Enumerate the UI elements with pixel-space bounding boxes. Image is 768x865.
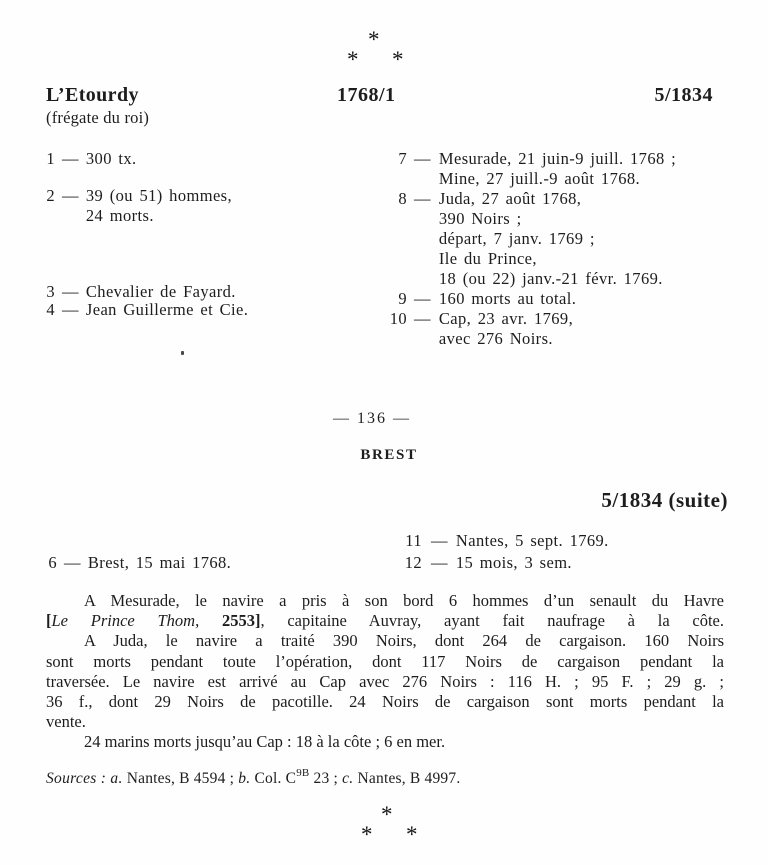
entry-dash: — (62, 282, 79, 301)
body-line: 24 marins morts jusqu’au Cap : 18 à la côte ; 6 en mer. (84, 732, 446, 752)
entry-line: 18 (ou 22) janv.-21 févr. 1769. (438, 269, 663, 288)
entry-line: 390 Noirs ; (438, 209, 522, 228)
entry-line: Chevalier de Fayard. (85, 282, 236, 301)
ship-type: (frégate du roi) (46, 108, 150, 127)
entry-dash: — (62, 186, 79, 205)
body-line: vente. (46, 712, 86, 732)
asterisk-icon: * (361, 822, 373, 847)
entry-8 (388, 189, 663, 289)
entry-line: départ, 7 janv. 1769 ; (438, 229, 595, 248)
body-line: traversée. Le navire est arrivé au Cap avec 276 Noirs : 116 H. ; 95 F. ; 29 g. ; (46, 671, 724, 691)
body-line: sont morts pendant toute l’opération, dont 117 Noirs de cargaison pendant la (46, 651, 724, 671)
entry-line: 300 tx. (85, 149, 137, 168)
entry-line: Ile du Prince, (438, 249, 537, 268)
document-reference-suite: 5/1834 (suite) (601, 488, 728, 512)
entry-dash: — (414, 189, 431, 208)
asterisk-icon: * (406, 822, 418, 847)
entry-number: 10 (389, 309, 407, 328)
voyage-reference: 1768/1 (337, 84, 396, 106)
body-text (46, 591, 724, 753)
entry-line: Mesurade, 21 juin-9 juill. 1768 ; (438, 149, 677, 168)
entry-9 (388, 289, 576, 309)
entry-dash: — (64, 553, 81, 572)
asterisk-icon: * (381, 802, 393, 827)
body-line: [Le Prince Thom, 2553], capitaine Auvray, ayant fait naufrage à la côte. (46, 611, 724, 631)
entry-dash: — (414, 149, 431, 168)
body-line: 36 f., dont 29 Noirs de pacotille. 24 Noirs de cargaison sont morts pendant la (46, 692, 724, 712)
asterisk-icon: * (347, 47, 359, 72)
ornament-bottom (358, 803, 418, 845)
entry-dash: — (431, 553, 448, 572)
entry-dash: — (62, 300, 79, 319)
asterisk-icon: * (368, 27, 380, 52)
entry-10 (388, 309, 573, 349)
entry-number: 4 (46, 300, 55, 319)
sources-line: Sources : a. Nantes, B 4594 ; b. Col. $C^{9B}$ 23 ; c. Nantes, B 4997. (46, 767, 461, 788)
entry-line: 15 mois, 3 sem. (455, 553, 572, 572)
page-number: — 136 — (333, 410, 411, 427)
entry-number: 2 (46, 186, 55, 205)
entry-line: 39 (ou 51) hommes, (85, 186, 233, 205)
entry-line: Cap, 23 avr. 1769, (438, 309, 574, 328)
entry-number: 12 (404, 553, 422, 572)
entry-number: 1 (46, 149, 55, 168)
ornament-top (344, 28, 404, 70)
ship-name: L’Etourdy (46, 84, 139, 106)
entry-dash: — (62, 149, 79, 168)
entry-3 (46, 282, 236, 302)
entry-line: Mine, 27 juill.-9 août 1768. (438, 169, 641, 188)
entry-6 (46, 553, 231, 573)
entry-dash: — (414, 309, 431, 328)
entry-12 (402, 553, 572, 573)
entry-dash: — (431, 531, 448, 550)
port-heading: BREST (360, 447, 418, 463)
entry-line: 160 morts au total. (438, 289, 577, 308)
entry-number: 6 (48, 553, 57, 572)
entry-line: Nantes, 5 sept. 1769. (455, 531, 609, 550)
entry-number: 11 (405, 531, 422, 550)
document-reference: 5/1834 (654, 84, 713, 106)
entry-7 (388, 149, 676, 189)
entry-line: 24 morts. (85, 206, 154, 225)
entry-line: Brest, 15 mai 1768. (87, 553, 232, 572)
body-line: A Mesurade, le navire a pris à son bord 6 hommes d’un senault du Havre (84, 591, 724, 610)
entry-4 (46, 300, 248, 320)
entry-number: 8 (398, 189, 407, 208)
entry-line: Jean Guillerme et Cie. (85, 300, 249, 319)
entry-2 (46, 186, 232, 226)
entry-11 (402, 531, 609, 551)
entry-1 (46, 149, 137, 169)
entry-number: 7 (398, 149, 407, 168)
entry-number: 3 (46, 282, 55, 301)
entry-dash: — (414, 289, 431, 308)
entry-number: 9 (398, 289, 407, 308)
body-line: A Juda, le navire a traité 390 Noirs, dont 264 de cargaison. 160 Noirs (84, 631, 724, 651)
asterisk-icon: * (392, 47, 404, 72)
entry-line: avec 276 Noirs. (438, 329, 553, 348)
entry-line: Juda, 27 août 1768, (438, 189, 582, 208)
ink-speck (181, 351, 184, 355)
